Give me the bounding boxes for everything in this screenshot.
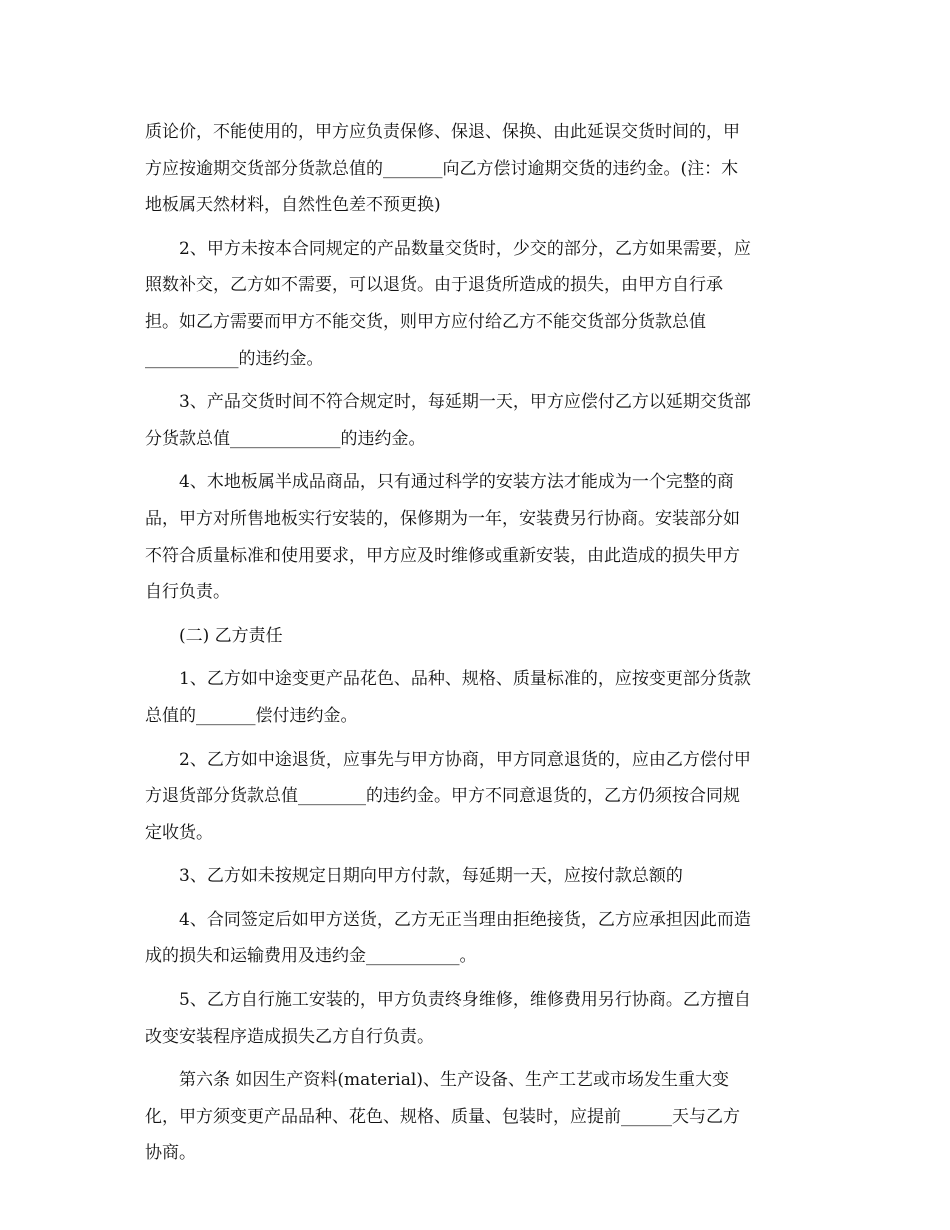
- text-line: 方退货部分货款总值________的违约金。甲方不同意退货的，乙方仍须按合同规: [145, 786, 740, 807]
- text-line: 总值的_______偿付违约金。: [145, 705, 358, 726]
- text-line: 定收货。: [145, 822, 213, 843]
- text-line: 2、甲方未按本合同规定的产品数量交货时，少交的部分，乙方如果需要，应: [179, 238, 751, 259]
- document-body: [145, 114, 805, 1179]
- paragraph: [145, 231, 805, 377]
- paragraph: [145, 902, 805, 975]
- text-line: 第六条 如因生产资料(material)、生产设备、生产工艺或市场发生重大变: [179, 1070, 729, 1091]
- text-line: 2、乙方如中途退货，应事先与甲方协商，甲方同意退货的，应由乙方偿付甲: [179, 749, 751, 770]
- text-line: (二) 乙方责任: [179, 625, 283, 646]
- paragraph: [145, 384, 805, 457]
- paragraph: [145, 858, 805, 895]
- paragraph: [145, 982, 805, 1055]
- text-line: 协商。: [145, 1143, 196, 1164]
- paragraph: [145, 661, 805, 734]
- text-line: 化，甲方须变更产品品种、花色、规格、质量、包装时，应提前______天与乙方: [145, 1106, 740, 1127]
- text-line: 成的损失和运输费用及违约金___________。: [145, 946, 477, 967]
- text-line: 质论价，不能使用的，甲方应负责保修、保退、保换、由此延误交货时间的，甲: [145, 122, 740, 142]
- text-line: 自行负责。: [145, 582, 230, 603]
- text-line: ___________的违约金。: [145, 348, 324, 369]
- text-line: 3、乙方如未按规定日期向甲方付款，每延期一天，应按付款总额的: [179, 866, 683, 887]
- text-line: 1、乙方如中途变更产品花色、品种、规格、质量标准的，应按变更部分货款: [179, 669, 751, 690]
- text-line: 照数补交，乙方如不需要，可以退货。由于退货所造成的损失，由甲方自行承: [145, 275, 723, 296]
- text-line: 品，甲方对所售地板实行安装的，保修期为一年，安装费另行协商。安装部分如: [145, 508, 740, 529]
- paragraph: [145, 742, 805, 852]
- text-line: 4、合同签定后如甲方送货，乙方无正当理由拒绝接货，乙方应承担因此而造: [179, 909, 751, 930]
- text-line: 担。如乙方需要而甲方不能交货，则甲方应付给乙方不能交货部分货款总值: [145, 311, 706, 332]
- text-line: 分货款总值_____________的违约金。: [145, 428, 426, 449]
- text-line: 3、产品交货时间不符合规定时，每延期一天，甲方应偿付乙方以延期交货部: [179, 392, 751, 413]
- text-line: 不符合质量标准和使用要求，甲方应及时维修或重新安装，由此造成的损失甲方: [145, 545, 740, 566]
- paragraph: [145, 618, 805, 655]
- paragraph: [145, 464, 805, 610]
- text-line: 改变安装程序造成损失乙方自行负责。: [145, 1026, 434, 1047]
- text-line: 4、木地板属半成品商品，只有通过科学的安装方法才能成为一个完整的商: [179, 472, 734, 493]
- paragraph: [145, 114, 805, 224]
- text-line: 5、乙方自行施工安装的，甲方负责终身维修，维修费用另行协商。乙方擅自: [179, 990, 751, 1011]
- text-line: 地板属天然材料，自然性色差不预更换): [145, 195, 441, 216]
- text-line: 方应按逾期交货部分货款总值的_______向乙方偿讨逾期交货的违约金。(注：木: [145, 158, 739, 179]
- paragraph: [145, 1062, 805, 1172]
